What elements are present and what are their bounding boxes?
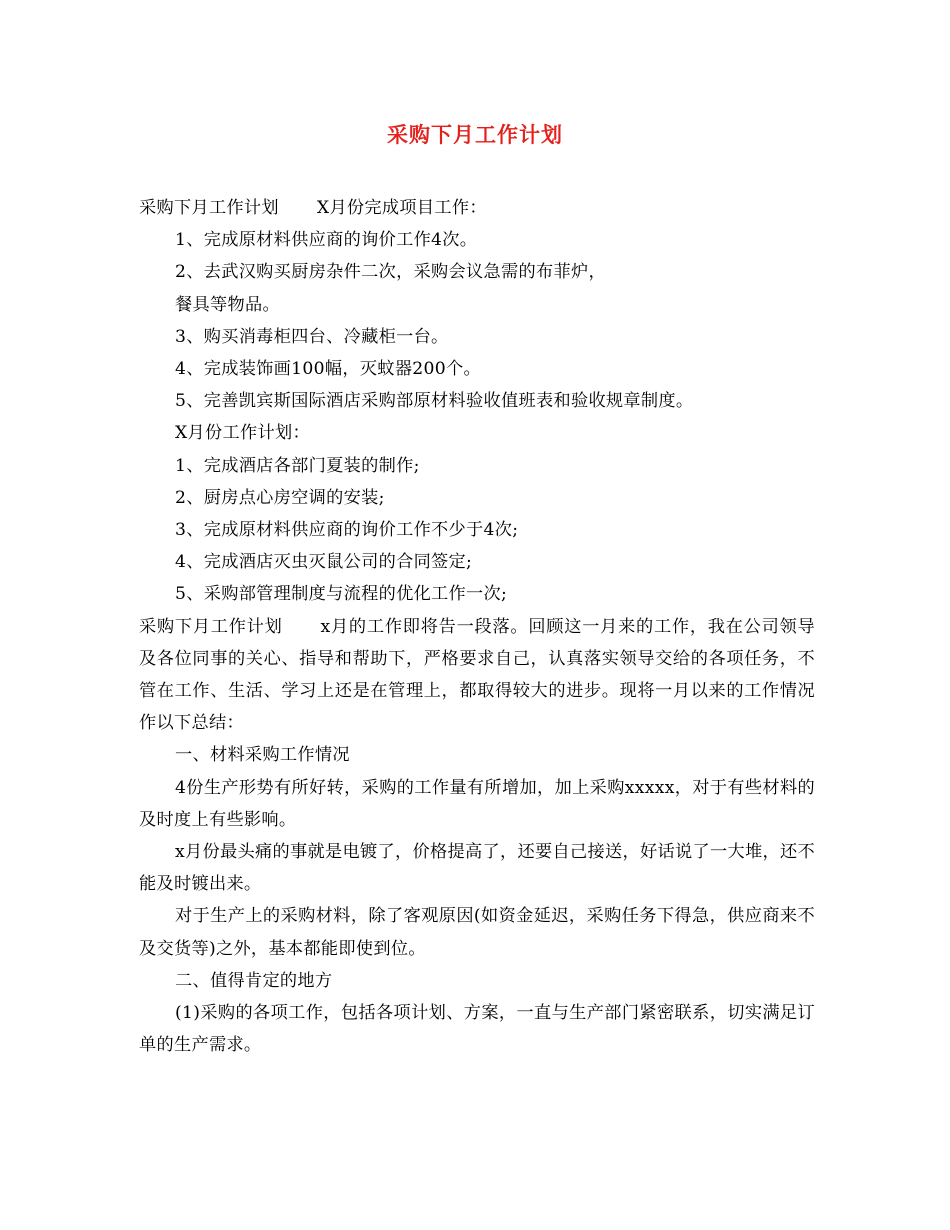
intro-rest: X月份完成项目工作： [316,198,487,218]
paragraph-summary-intro [139,611,815,740]
section-heading: 一、材料采购工作情况 [175,745,350,766]
summary-lead: 采购下月工作计划 [139,616,283,637]
list-item: 1、完成原材料供应商的询价工作4次。 [175,230,478,251]
document-body [139,192,815,1061]
list-item: 5、完善凯宾斯国际酒店采购部原材料验收值班表和验收规章制度。 [175,391,694,412]
paragraph: 4份生产形势有所好转，采购的工作量有所增加，加上采购xxxxx，对于有些材料的及时度上有些影响。 [139,777,815,830]
paragraph-intro [139,192,815,224]
list-item: 4、完成装饰画100幅，灭蚊器200个。 [175,359,481,380]
list-item: 2、厨房点心房空调的安装; [175,487,385,508]
paragraph: x月份最头痛的事就是电镀了，价格提高了，还要自己接送，好话说了一大堆，还不能及时镀出来。 [139,842,815,895]
list-item: 3、完成原材料供应商的询价工作不少于4次; [175,520,519,541]
list-item: 1、完成酒店各部门夏装的制作; [175,455,420,476]
section-heading: 二、值得肯定的地方 [175,970,333,991]
document-title: 采购下月工作计划 [387,122,563,147]
intro-lead: 采购下月工作计划 [139,198,279,218]
list-item: 3、购买消毒柜四台、冷藏柜一台。 [175,326,449,347]
list-item: 5、采购部管理制度与流程的优化工作一次; [175,584,508,605]
list-item: 4、完成酒店灭虫灭鼠公司的合同签定; [175,552,473,573]
section-heading: X月份工作计划： [175,423,310,444]
summary-rest: x月的工作即将告一段落。回顾这一月来的工作，我在公司领导及各位同事的关心、指导和帮助下，严格要求自己，认真落实领导交给的各项任务，不管在工作、生活、学习上还是在管理上，都取得较大的进步。现将一月以来的工作情况作以下总结： [139,616,815,734]
paragraph: 对于生产上的采购材料，除了客观原因(如资金延迟，采购任务下得急，供应商来不及交货等)之外，基本都能即使到位。 [139,906,815,959]
list-item-continuation: 餐具等物品。 [175,294,280,315]
paragraph: (1)采购的各项工作，包括各项计划、方案，一直与生产部门紧密联系，切实满足订单的生产需求。 [139,1003,815,1056]
list-item: 2、去武汉购买厨房杂件二次，采购会议急需的布菲炉， [175,262,606,283]
